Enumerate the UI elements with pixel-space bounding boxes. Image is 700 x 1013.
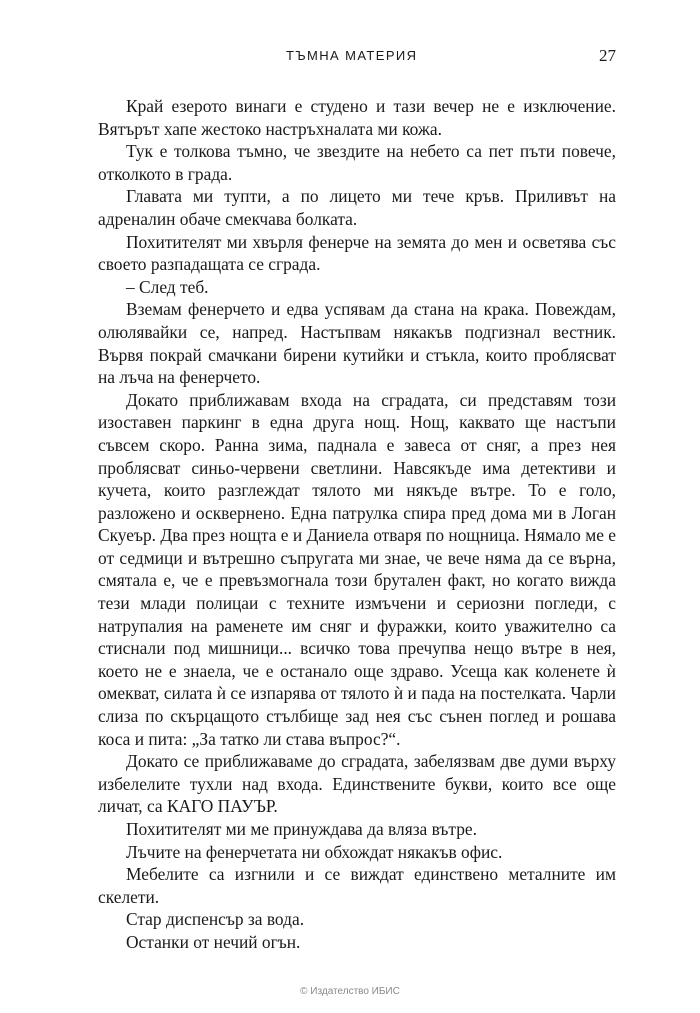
paragraph: Главата ми тупти, а по лицето ми тече кръв. Приливът на адреналин обаче смекчава болката. xyxy=(98,186,616,229)
running-title: ТЪМНА МАТЕРИЯ xyxy=(286,48,418,63)
paragraph: Лъчите на фенерчетата ни обхождат някакъв офис. xyxy=(126,841,503,862)
paragraph: Похитителят ми ме принуждава да вляза вътре. xyxy=(126,819,477,839)
paragraph: Стар диспенсър за вода. xyxy=(126,909,305,930)
body-text xyxy=(98,95,616,954)
paragraph: Докато се приближаваме до сградата, забелязвам две думи върху избелелите тухли над входа. Единствените букви, които все още личат, са КАГО ПАУЪР. xyxy=(98,751,616,817)
paragraph: Край езерото винаги е студено и тази вечер не е изключение. Вятърът хапе жестоко настръхналата ми кожа. xyxy=(98,96,616,139)
copyright-footer: © Издателство ИБИС xyxy=(300,986,400,997)
paragraph: Докато приближавам входа на сградата, си представям този изоставен паркинг в една друга нощ. Нощ, каквато ще настъпи съвсем скоро. Ранна зима, паднала е завеса от сняг, а през нея проблясват синьо-червени светлини. Навсякъде има детективи и кучета, които разглеждат тялото ми някъде вътре. То е голо, разложено и осквернено. Една патрулка спира пред дома ми в Логан Скуеър. Два през нощта е и Даниела отваря по нощница. Нямало ме е от седмици и вътрешно съпругата ми знае, че вече няма да се върна, смятала е, че е превъзмогнала този брутален факт, но когато вижда тези млади полицаи с техните измъчени и сериозни погледи, с натрупалия на раменете им сняг и фуражки, които уважително са стиснали под мишници... всичко това пречупва нещо вътре в нея, което не е знаела, че е останало още здраво. Усеща как коленете ѝ омекват, силата ѝ се изпарява от тялото ѝ и пада на постелката. Чарли слиза по скърцащото стълбище зад нея със сънен поглед и рошава коса и пита: „За татко ли става въпрос?“. xyxy=(98,389,616,749)
dialogue-line: – След теб. xyxy=(126,276,209,297)
paragraph: Вземам фенерчето и едва успявам да стана на крака. Повеждам, олюлявайки се, напред. Настъпвам някакъв подгизнал вестник. Вървя покрай смачкани бирени кутийки и стъкла, които проблясват на лъча на фенерчето. xyxy=(98,299,616,388)
paragraph: Тук е толкова тъмно, че звездите на небето са пет пъти повече, отколкото в града. xyxy=(98,141,616,184)
page-header xyxy=(98,46,616,72)
paragraph: Останки от нечий огън. xyxy=(126,931,301,952)
page-number: 27 xyxy=(599,46,616,65)
paragraph: Похитителят ми хвърля фенерче на земята до мен и осветява със своето разпадащата се сграда. xyxy=(98,231,616,275)
paragraph: Мебелите са изгнили и се виждат единствено металните им скелети. xyxy=(98,864,616,907)
